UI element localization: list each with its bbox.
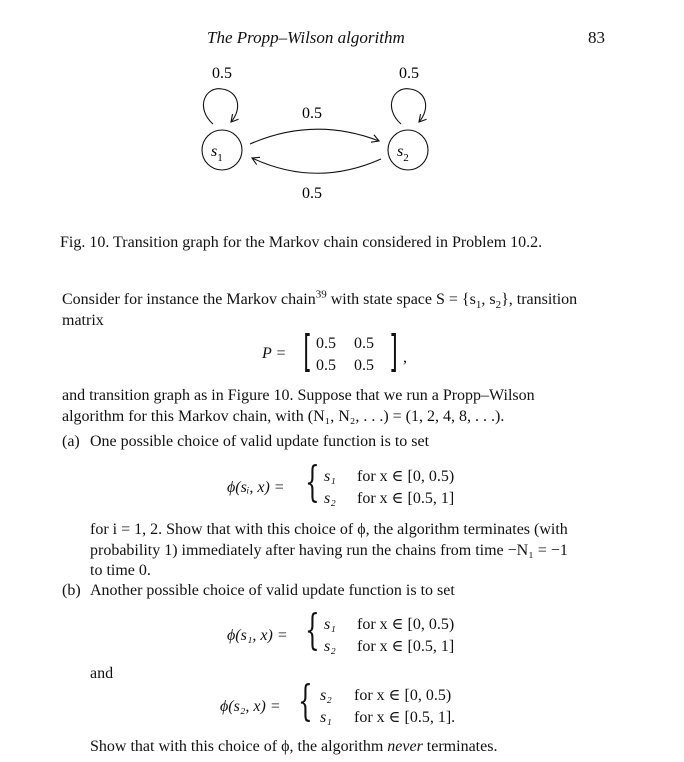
phi-s2-label: ϕ(s₂, x) = — [220, 698, 281, 715]
self-loop-label-s2: 0.5 — [399, 65, 419, 82]
phi-si-label: ϕ(sᵢ, x) = — [227, 479, 285, 496]
figure-caption: Fig. 10. Transition graph for the Markov chain considered in Problem 10.2. — [60, 234, 543, 251]
page-number: 83 — [588, 28, 605, 47]
case-b2-cond-1: for x ∈ [0, 0.5) — [354, 687, 452, 704]
matrix-right-bracket: ] — [389, 326, 398, 377]
intro-text-b: with state space S = {s — [326, 291, 476, 308]
node-s1-subscript: 1 — [217, 152, 223, 164]
node-s2-subscript: 2 — [403, 152, 409, 164]
final-emphasis: never — [387, 738, 423, 755]
matrix-cell-2-2: 0.5 — [354, 357, 374, 374]
part-b-label: (b) — [62, 582, 81, 599]
para2-line-1: and transition graph as in Figure 10. Suppose that we run a Propp–Wilson — [62, 387, 535, 404]
matrix-cell-1-2: 0.5 — [354, 335, 374, 352]
part-b-intro: Another possible choice of valid update function is to set — [90, 582, 455, 599]
part-a-line-1: for i = 1, 2. Show that with this choice of ϕ, the algorithm terminates (with — [90, 521, 568, 538]
case-brace-b1: { — [305, 605, 320, 654]
footnote-marker: 39 — [315, 288, 327, 301]
phi-s1-label: ϕ(s₁, x) = — [227, 627, 288, 644]
edge-label-s1-s2: 0.5 — [302, 105, 322, 122]
matrix-left-bracket: [ — [303, 326, 312, 377]
final-sentence — [90, 737, 497, 757]
case-brace-a: { — [305, 457, 320, 506]
node-s1 — [202, 130, 242, 170]
node-s1-letter: s — [211, 143, 218, 160]
case-a-cond-1: for x ∈ [0, 0.5) — [357, 468, 455, 485]
node-s2 — [388, 130, 428, 170]
arc-s1-to-s2 — [250, 129, 379, 144]
final-text-b: terminates. — [422, 738, 498, 755]
case-b1-value-1: s₁ — [324, 616, 336, 633]
case-brace-b2: { — [298, 676, 313, 725]
case-a-value-2: s₂ — [324, 490, 336, 507]
matrix-cell-1-1: 0.5 — [316, 335, 336, 352]
para2-line-2: algorithm for this Markov chain, with (N₁, N₂, . . .) = (1, 2, 4, 8, . . .). — [62, 408, 505, 425]
edge-label-s2-s1: 0.5 — [302, 185, 322, 202]
case-b2-value-1: s₂ — [320, 687, 332, 704]
arc-s2-to-s1 — [252, 158, 381, 173]
intro-line-2: matrix — [62, 312, 104, 329]
intro-text-c: , s — [481, 291, 496, 308]
case-b1-value-2: s₂ — [324, 638, 336, 655]
self-loop-label-s1: 0.5 — [212, 65, 232, 82]
part-a-line-3: to time 0. — [90, 562, 151, 579]
transition-graph — [0, 0, 684, 210]
case-b1-cond-2: for x ∈ [0.5, 1] — [357, 638, 455, 655]
intro-sub-2: 2 — [495, 299, 502, 312]
intro-sub-1: 1 — [475, 299, 482, 312]
case-b2-cond-2: for x ∈ [0.5, 1]. — [354, 709, 456, 726]
case-b1-cond-1: for x ∈ [0, 0.5) — [357, 616, 455, 633]
node-s2-letter: s — [397, 143, 404, 160]
self-loop-s2 — [391, 89, 425, 124]
final-text-a: Show that with this choice of ϕ, the algorithm — [90, 738, 388, 755]
self-loop-s1 — [203, 89, 237, 124]
intro-text-a: Consider for instance the Markov chain — [62, 291, 316, 308]
part-a-label: (a) — [62, 433, 80, 450]
running-head-title: The Propp–Wilson algorithm — [207, 28, 405, 47]
part-a-intro: One possible choice of valid update function is to set — [90, 433, 430, 450]
and-word: and — [90, 665, 114, 682]
case-a-value-1: s₁ — [324, 468, 336, 485]
matrix-label: P = — [262, 345, 287, 362]
intro-text-d: }, transition — [501, 291, 578, 308]
intro-line-1 — [62, 290, 577, 310]
case-a-cond-2: for x ∈ [0.5, 1] — [357, 490, 455, 507]
matrix-cell-2-1: 0.5 — [316, 357, 336, 374]
matrix-comma: , — [403, 349, 407, 366]
part-a-line-2: probability 1) immediately after having run the chains from time −N₁ = −1 — [90, 542, 568, 559]
case-b2-value-2: s₁ — [320, 709, 332, 726]
